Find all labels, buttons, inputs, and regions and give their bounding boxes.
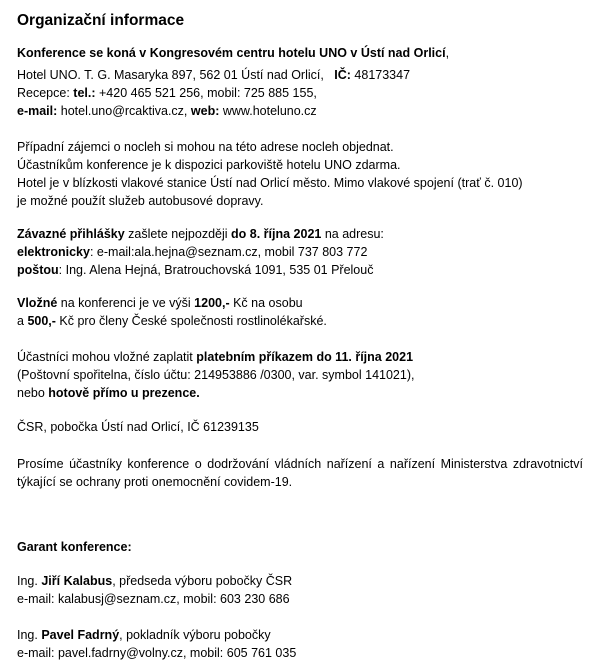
fee-section [17,294,587,330]
person-1-prefix: Ing. [17,574,42,588]
payment-prefix-3: nebo [17,386,49,400]
csr-section [17,418,587,436]
electronic-value: : e-mail:ala.hejna@seznam.cz, mobil 737 803 772 [89,245,368,259]
accommodation-section [17,138,587,210]
registration-label: Závazné přihlášky [17,227,125,241]
registration-line-1 [17,225,587,243]
registration-section [17,225,587,279]
guarantor-heading-text: Garant konference: [17,540,132,554]
venue-section [17,44,587,120]
person-2-prefix: Ing. [17,628,42,642]
venue-address: Hotel UNO. T. G. Masaryka 897, 562 01 Ústí nad Orlicí, [17,68,324,82]
tel-value: +420 465 521 256, mobil: 725 885 155, [95,86,317,100]
fee-label: Vložné [17,296,58,310]
venue-address-line [17,66,587,84]
fee-amount-1: 1200,- [194,296,230,310]
payment-bold-1: platebním příkazem do 11. října 2021 [196,350,414,364]
fee-amount-2: 500,- [27,314,56,328]
tel-label: tel.: [73,86,96,100]
fee-text-3: Kč pro členy České společnosti rostlinolékařské. [55,314,327,328]
accommodation-line-3: Hotel je v blízkosti vlakové stanice Ústí nad Orlicí město. Mimo vlakové spojení (trať č. 010) [17,176,523,190]
payment-line-1 [17,348,587,366]
payment-section [17,348,587,402]
email-label: e-mail: [17,104,58,118]
person-1-line [17,572,587,590]
venue-heading [17,44,587,62]
person-2-contact: e-mail: pavel.fadrny@volny.cz, mobil: 605 761 035 [17,646,297,660]
reception-line [17,84,587,102]
post-value: : Ing. Alena Hejná, Bratrouchovská 1091, 535 01 Přelouč [58,263,374,277]
web-label: web: [190,104,220,118]
person-2-name: Pavel Fadrný [41,628,120,642]
ic-value: 48173347 [350,68,411,82]
accommodation-line-1: Případní zájemci o nocleh si mohou na této adrese nocleh objednat. [17,140,394,154]
fee-line-1 [17,294,587,312]
fee-text-1: na konferenci je ve výši [57,296,195,310]
payment-line-2: (Poštovní spořitelna, číslo účtu: 214953886 /0300, var. symbol 141021), [17,368,415,382]
registration-deadline: do 8. října 2021 [231,227,322,241]
csr-line: ČSR, pobočka Ústí nad Orlicí, IČ 61239135 [17,420,259,434]
guarantor-person-2 [17,626,587,662]
guarantor-heading [17,538,587,556]
electronic-label: elektronicky [17,245,90,259]
payment-bold-3: hotově přímo u prezence. [48,386,200,400]
notice-section [17,455,583,491]
reception-prefix: Recepce: [17,86,74,100]
ic-label: IČ: [334,68,351,82]
person-2-line [17,626,587,644]
email-value: hotel.uno@rcaktiva.cz, [57,104,191,118]
web-value: www.hoteluno.cz [219,104,317,118]
guarantor-section [17,538,587,556]
fee-prefix-2: a [17,314,28,328]
accommodation-line-2: Účastníkům konference je k dispozici parkoviště hotelu UNO zdarma. [17,158,401,172]
person-1-role: , předseda výboru pobočky ČSR [112,574,293,588]
payment-line-3 [17,384,587,402]
page-title: Organizační informace [17,12,185,29]
person-2-role: , pokladník výboru pobočky [119,628,271,642]
person-1-contact: e-mail: kalabusj@seznam.cz, mobil: 603 230 686 [17,592,290,606]
venue-heading-tail: , [445,46,450,60]
registration-post-line [17,261,587,279]
registration-electronic-line [17,243,587,261]
covid-notice: Prosíme účastníky konference o dodržování vládních nařízení a nařízení Ministerstva zdravotnictví týkající se ochrany proti onemocnění covidem-19. [17,457,583,489]
fee-text-2: Kč na osobu [229,296,303,310]
fee-line-2 [17,312,587,330]
accommodation-line-4: je možné použít služeb autobusové dopravy. [17,194,264,208]
payment-text-1: Účastníci mohou vložné zaplatit [17,350,197,364]
contact-line [17,102,587,120]
venue-heading-bold: Konference se koná v Kongresovém centru hotelu UNO v Ústí nad Orlicí [17,46,446,60]
guarantor-person-1 [17,572,587,608]
registration-text-1: zašlete nejpozději [124,227,232,241]
registration-text-2: na adresu: [321,227,384,241]
person-1-name: Jiří Kalabus [41,574,113,588]
post-label: poštou [17,263,59,277]
